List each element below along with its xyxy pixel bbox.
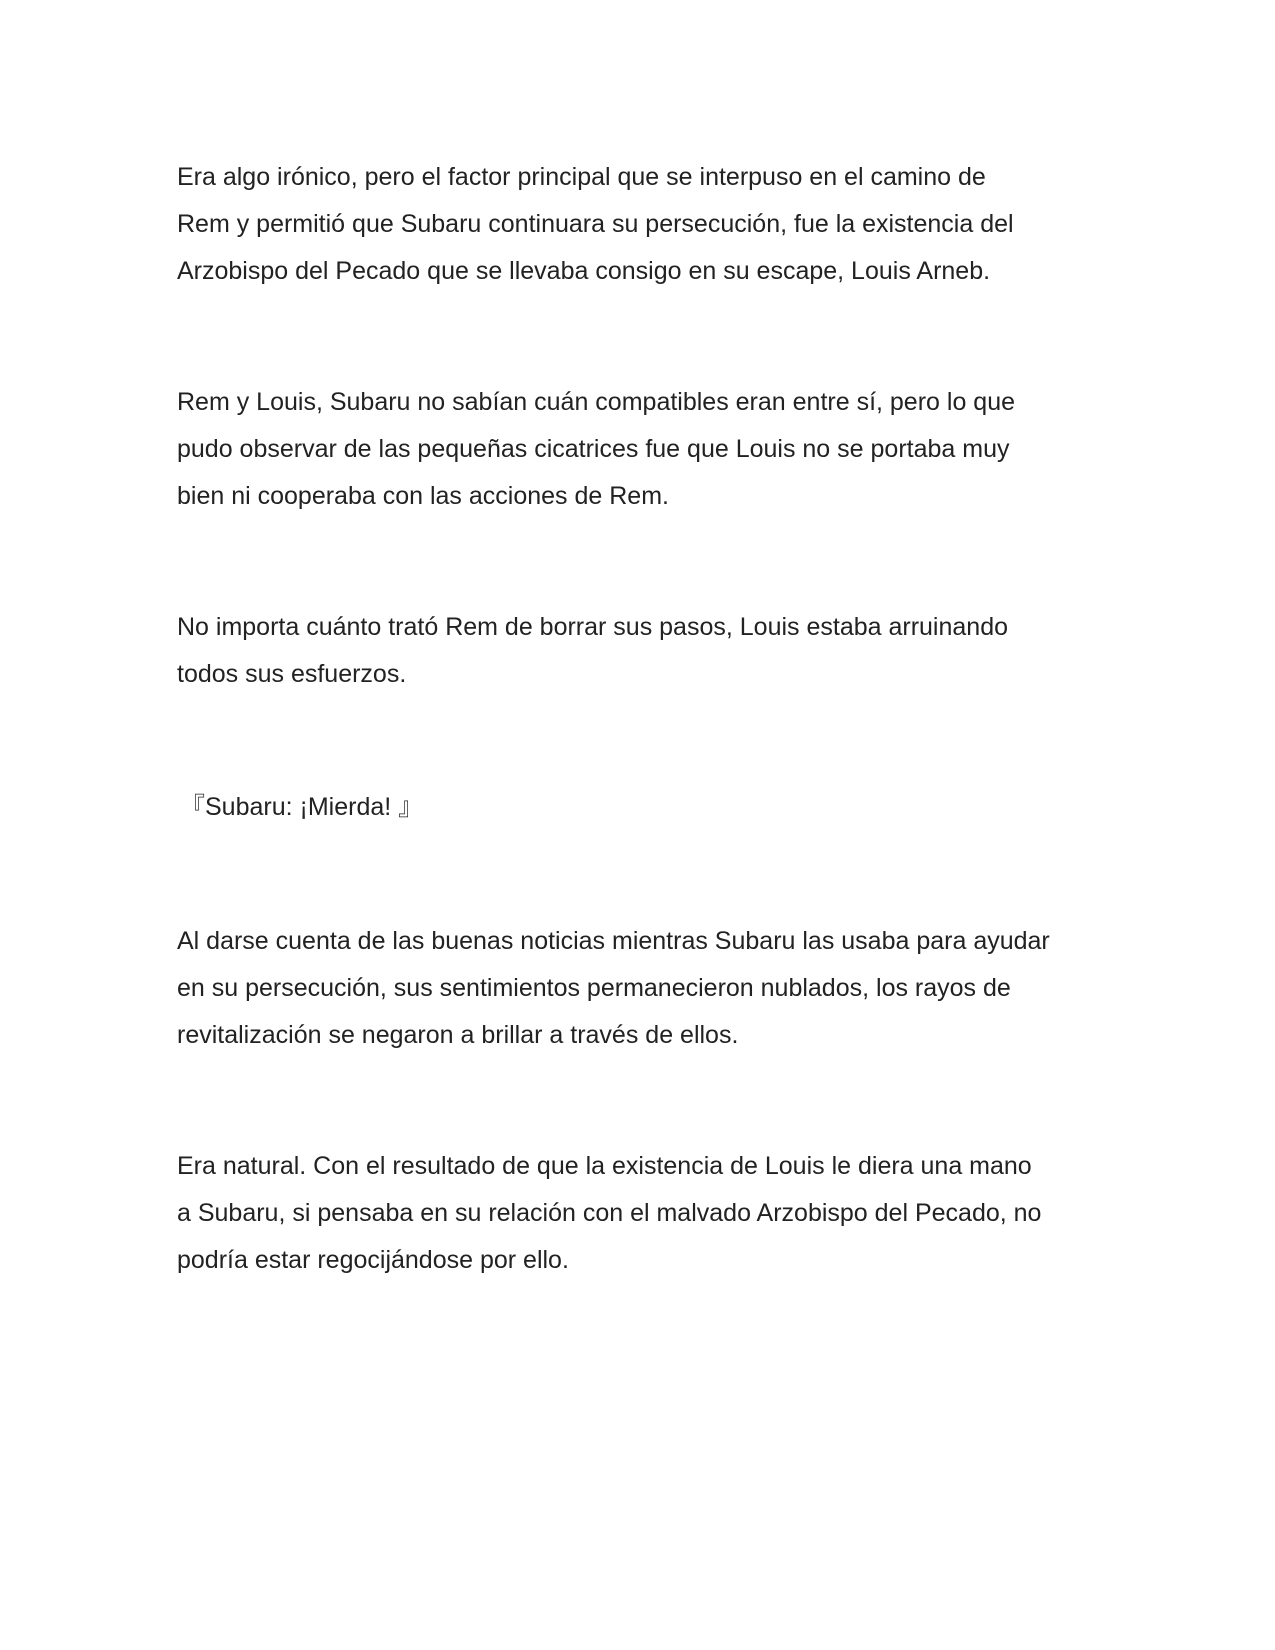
paragraph-line: revitalización se negaron a brillar a través de ellos. xyxy=(177,1021,739,1049)
paragraph-1 xyxy=(177,154,1107,295)
paragraph-line: Rem y Louis, Subaru no sabían cuán compatibles eran entre sí, pero lo que xyxy=(177,388,1016,416)
paragraph-line: Era algo irónico, pero el factor principal que se interpuso en el camino de xyxy=(177,163,986,191)
paragraph-line: 『Subaru: ¡Mierda! 』 xyxy=(180,793,424,821)
paragraph-line: en su persecución, sus sentimientos permanecieron nublados, los rayos de xyxy=(177,974,1011,1002)
paragraph-line: todos sus esfuerzos. xyxy=(177,660,407,688)
paragraph-line: a Subaru, si pensaba en su relación con el malvado Arzobispo del Pecado, no xyxy=(177,1199,1042,1227)
paragraph-3 xyxy=(177,604,1107,698)
paragraph-2 xyxy=(177,379,1107,520)
paragraph-5 xyxy=(177,918,1107,1059)
paragraph-line: podría estar regocijándose por ello. xyxy=(177,1246,569,1274)
paragraph-6 xyxy=(177,1143,1107,1284)
dialogue-line xyxy=(180,784,1110,831)
paragraph-line: Era natural. Con el resultado de que la existencia de Louis le diera una mano xyxy=(177,1152,1032,1180)
paragraph-line: bien ni cooperaba con las acciones de Rem. xyxy=(177,482,669,510)
paragraph-line: Al darse cuenta de las buenas noticias mientras Subaru las usaba para ayudar xyxy=(177,927,1050,955)
paragraph-line: No importa cuánto trató Rem de borrar sus pasos, Louis estaba arruinando xyxy=(177,613,1009,641)
paragraph-line: pudo observar de las pequeñas cicatrices fue que Louis no se portaba muy xyxy=(177,435,1010,463)
paragraph-line: Rem y permitió que Subaru continuara su persecución, fue la existencia del xyxy=(177,210,1014,238)
paragraph-line: Arzobispo del Pecado que se llevaba consigo en su escape, Louis Arneb. xyxy=(177,257,991,285)
